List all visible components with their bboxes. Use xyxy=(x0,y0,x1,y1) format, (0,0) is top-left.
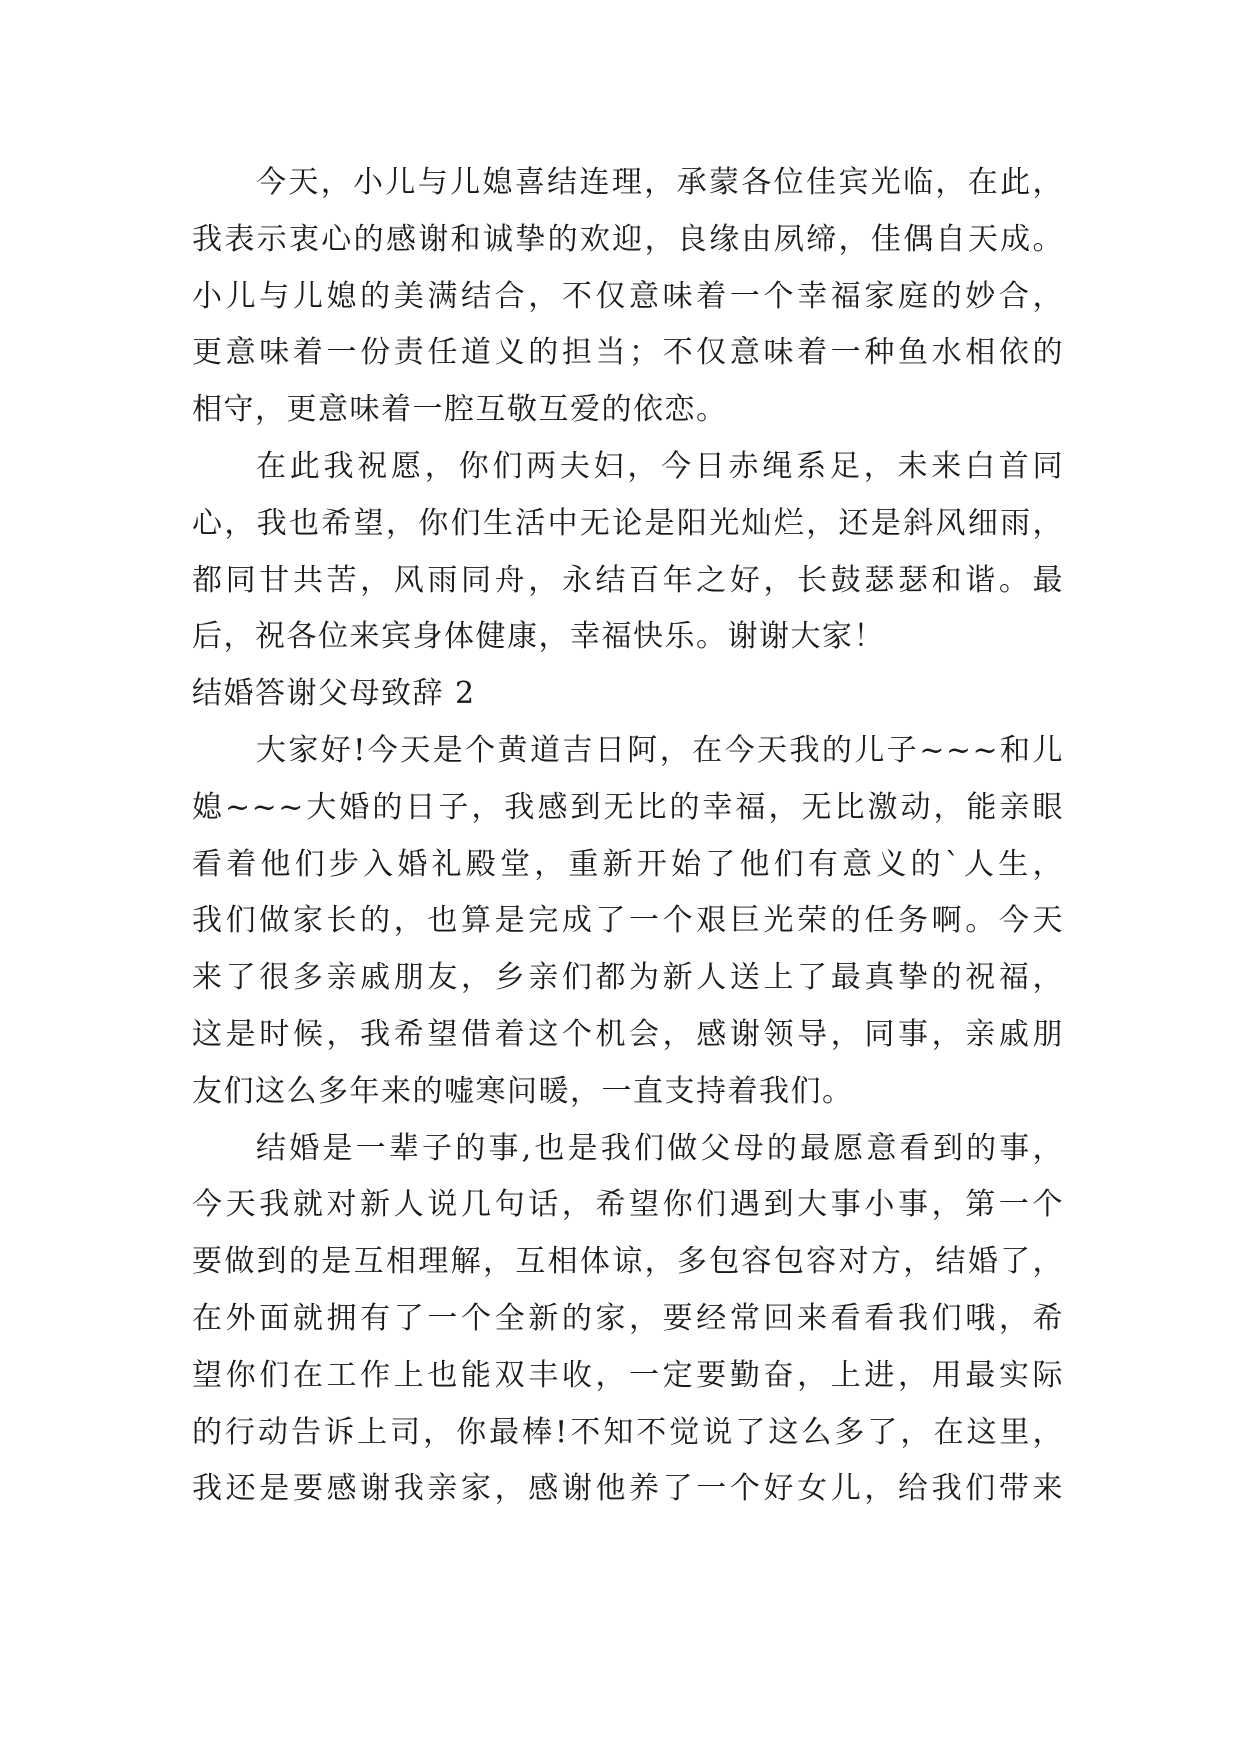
text-line: 望你们在工作上也能双丰收，一定要勤奋，上进，用最实际 xyxy=(192,1357,1064,1393)
text-line: 我还是要感谢我亲家，感谢他养了一个好女儿，给我们带来 xyxy=(192,1471,1064,1507)
text-line: 今天我就对新人说几句话，希望你们遇到大事小事，第一个 xyxy=(192,1187,1064,1223)
text-line: 媳~~~大婚的日子，我感到无比的幸福，无比激动，能亲眼 xyxy=(192,789,1064,825)
paragraph-3 xyxy=(192,723,1064,1121)
text-line: 在此我祝愿，你们两夫妇，今日赤绳系足，未来白首同 xyxy=(256,448,1064,484)
text-line: 看着他们步入婚礼殿堂，重新开始了他们有意义的`人生， xyxy=(192,846,1064,882)
text-line: 今天，小儿与儿媳喜结连理，承蒙各位佳宾光临，在此， xyxy=(256,165,1064,200)
document-body xyxy=(192,155,1064,1518)
text-line: 的行动告诉上司，你最棒!不知不觉说了这么多了，在这里， xyxy=(192,1414,1064,1450)
text-line: 要做到的是互相理解，互相体谅，多包容包容对方，结婚了， xyxy=(192,1244,1064,1280)
text-line: 相守，更意味着一腔互敬互爱的依恋。 xyxy=(192,392,728,428)
paragraph-2 xyxy=(192,439,1064,666)
text-line: 我表示衷心的感谢和诚挚的欢迎，良缘由夙缔，佳偶自天成。 xyxy=(192,221,1064,257)
text-line: 后，祝各位来宾身体健康，幸福快乐。谢谢大家！ xyxy=(192,619,885,655)
text-line: 我们做家长的，也算是完成了一个艰巨光荣的任务啊。今天 xyxy=(192,903,1064,939)
text-line: 友们这么多年来的嘘寒问暖，一直支持着我们。 xyxy=(192,1073,854,1109)
text-line: 在外面就拥有了一个全新的家，要经常回来看看我们哦，希 xyxy=(192,1300,1064,1336)
text-line: 大家好!今天是个黄道吉日阿，在今天我的儿子~~~和儿 xyxy=(256,732,1064,768)
text-line: 这是时候，我希望借着这个机会，感谢领导，同事，亲戚朋 xyxy=(192,1016,1064,1052)
text-line: 小儿与儿媳的美满结合，不仅意味着一个幸福家庭的妙合， xyxy=(192,278,1064,314)
section-title: 结婚答谢父母致辞 2 xyxy=(192,676,476,712)
paragraph-1 xyxy=(192,155,1064,439)
text-line: 都同甘共苦，风雨同舟，永结百年之好，长鼓瑟瑟和谐。最 xyxy=(192,562,1064,598)
text-line: 心，我也希望，你们生活中无论是阳光灿烂，还是斜风细雨， xyxy=(192,505,1064,541)
text-line: 结婚是一辈子的事,也是我们做父母的最愿意看到的事， xyxy=(256,1130,1064,1166)
text-line: 来了很多亲戚朋友，乡亲们都为新人送上了最真挚的祝福， xyxy=(192,960,1064,996)
paragraph-4 xyxy=(192,1121,1064,1519)
text-line: 更意味着一份责任道义的担当；不仅意味着一种鱼水相依的 xyxy=(192,335,1064,371)
